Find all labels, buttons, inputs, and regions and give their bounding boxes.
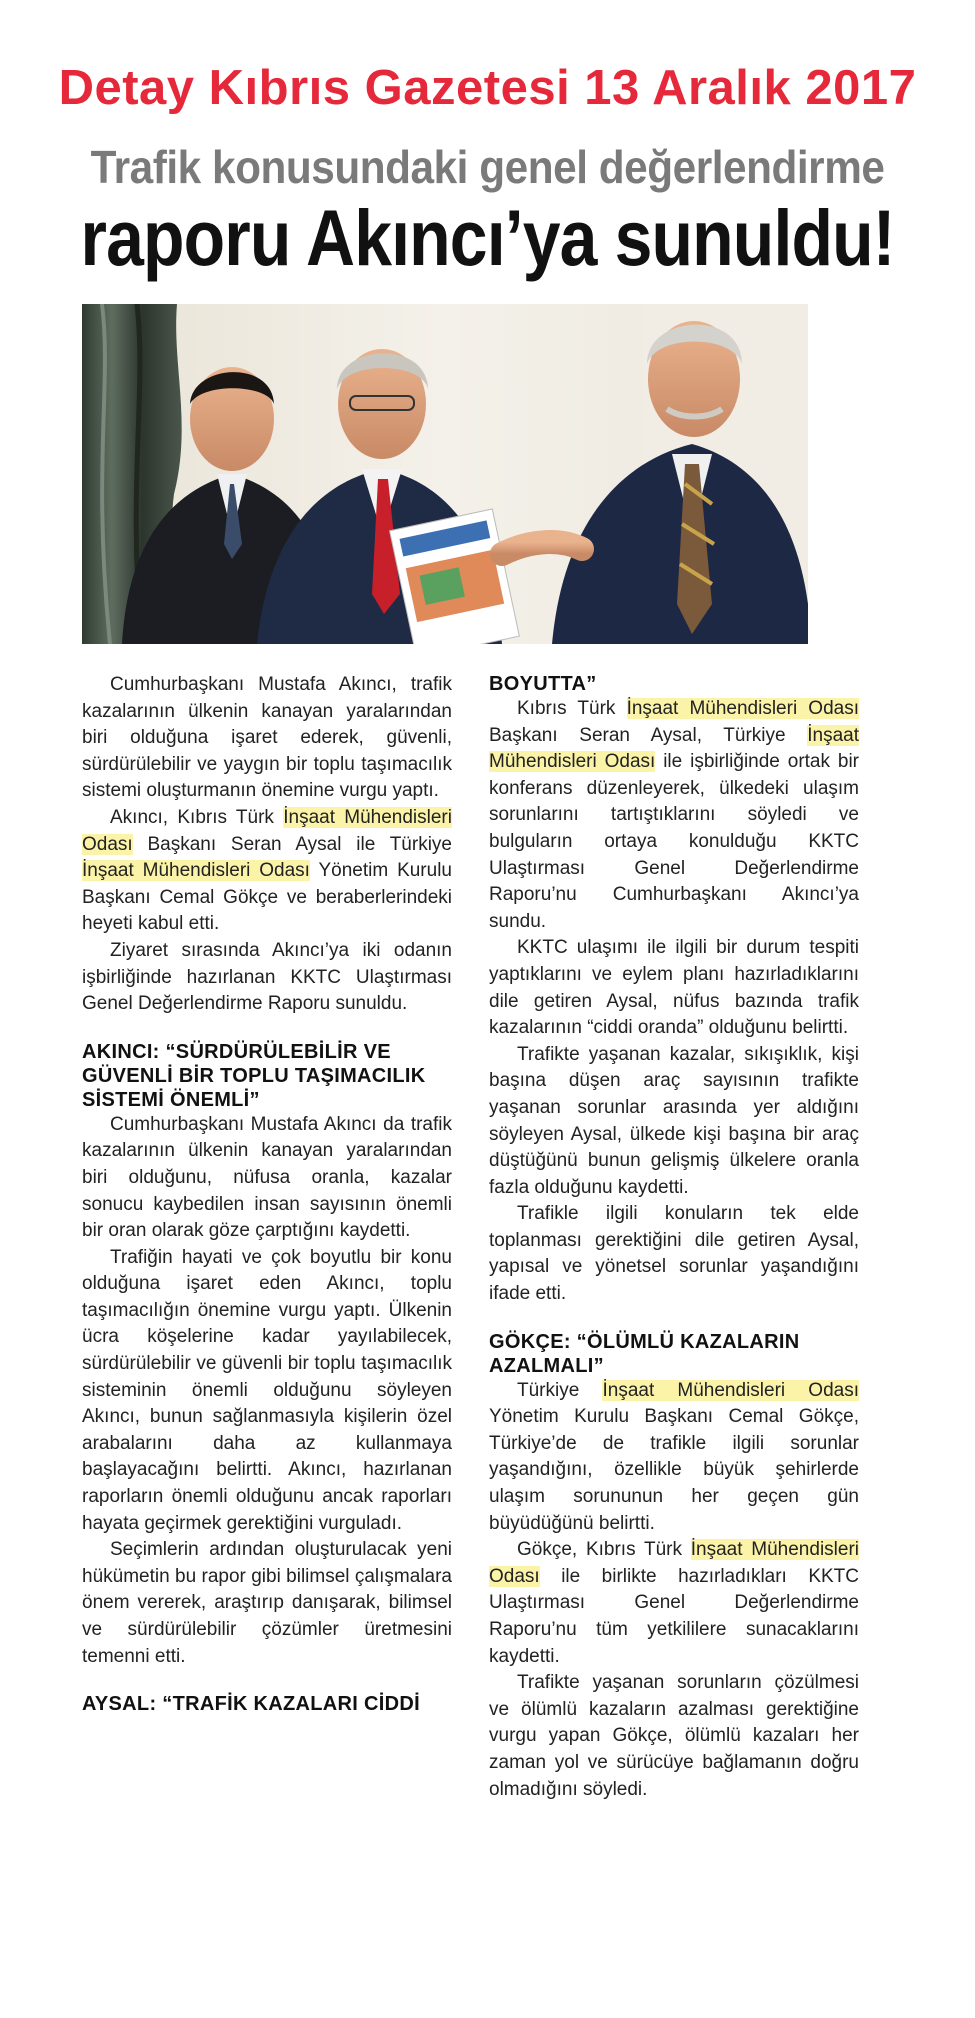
- paragraph: Trafiğin hayati ve çok boyutlu bir konu olduğuna işaret eden Akıncı, toplu taşımacılığın önemine vurgu yaptı. Ülkenin ücra köşelerine kadar yayılabilecek, sürdürülebilir ve güvenli bir toplu taşımacılık sisteminin önemli olduğunu söyleyen Akıncı, bunun sağlanmasıyla kişilerin özel arabalarını daha az kullanmaya başlayacağını belirtti. Akıncı, hazırlanan raporların önemli olduğunu ancak raporları hayata geçirmek gerektiğini vurguladı.: [82, 1246, 452, 1534]
- paragraph: Türkiye İnşaat Mühendisleri Odası Yönetim Kurulu Başkanı Cemal Gökçe, Türkiye’de de trafikle ilgili sorunlar yaşandığını, özellikle büyük şehirlerde ulaşım sorununun her geçen gün büyüdüğünü belirtti.: [489, 1379, 859, 1534]
- highlighted-text: İnşaat Mühendisleri Odası: [489, 724, 859, 773]
- highlighted-text: İnşaat Mühendisleri Odası: [626, 698, 859, 719]
- subheading: AKINCI: “SÜRDÜRÜLEBİLİR VE GÜVENLİ BİR TOPLU TAŞIMACILIK SİSTEMİ ÖNEMLİ”: [82, 1040, 426, 1111]
- paragraph: Trafikte yaşanan sorunların çözülmesi ve ölümlü kazaların azalması gerektiğine vurgu yapan Gökçe, ölümlü kazaları her zaman yol ve sürücüye bağlamanın doğru olmadığını söyledi.: [489, 1672, 859, 1800]
- paragraph: Kıbrıs Türk İnşaat Mühendisleri Odası Başkanı Seran Aysal, Türkiye İnşaat Mühendisleri Odası ile işbirliğinde ortak bir konferans düzenleyerek, ülkedeki ulaşım sorunlarını tartıştıklarını söyledi ve bulguların ortaya konulduğu KKTC Ulaştırması Genel Değerlendirme Raporu’nu Cumhurbaşkanı Akıncı’ya sundu.: [489, 698, 859, 932]
- paragraph: Cumhurbaşkanı Mustafa Akıncı, trafik kazalarının ülkenin kanayan yaralarından biri olduğuna işaret ederek, güvenli, sürdürülebilir ve yaygın bir toplu taşımacılık sistemi oluşturmanın önemine vurgu yaptı.: [82, 674, 452, 802]
- paragraph: Trafikle ilgili konuların tek elde toplanması gerektiğini dile getiren Aysal, yapısal ve yönetsel sorunlar yaşandığını ifade etti.: [489, 1203, 859, 1305]
- paragraph: Trafikte yaşanan kazalar, sıkışıklık, kişi başına düşen araç sayısının trafikte yaşanan sorunlar arasında yer aldığını söyleyen Aysal, ülkede kişi başına bir araç düştüğünü bunun gelişmiş ülkelere oranla fazla olduğunu kaydetti.: [489, 1043, 859, 1198]
- paragraph: KKTC ulaşımı ile ilgili bir durum tespiti yaptıklarını ve eylem planı hazırladıklarını dile getiren Aysal, nüfus bazında trafik kazalarının “ciddi oranda” olduğunu belirtti.: [489, 937, 859, 1039]
- highlighted-text: İnşaat Mühendisleri Odası: [602, 1379, 859, 1401]
- highlighted-text: İnşaat Mühendisleri Odası: [489, 1539, 860, 1587]
- article-column-left: [82, 672, 452, 1716]
- subheading: AYSAL: “TRAFİK KAZALARI CİDDİ: [82, 1693, 420, 1716]
- paragraph: Seçimlerin ardından oluşturulacak yeni hükümetin bu rapor gibi bilimsel çalışmalara önem vererek, araştırıp danışarak, bilimsel ve sürdürülebilir çözümler üretmesini temenni etti.: [82, 1539, 452, 1667]
- paragraph: Gökçe, Kıbrıs Türk İnşaat Mühendisleri Odası ile birlikte hazırladıkları KKTC Ulaştırması Genel Değerlendirme Raporu’nu tüm yetkililere sunacaklarını kaydetti.: [489, 1539, 860, 1667]
- subheading: GÖKÇE: “ÖLÜMLÜ KAZALARIN AZALMALI”: [489, 1330, 800, 1377]
- article-photo: [82, 304, 808, 644]
- newspaper-source-title: Detay Kıbrıs Gazetesi 13 Aralık 2017: [58, 61, 917, 115]
- subheading-continued: BOYUTTA”: [489, 673, 597, 695]
- highlighted-text: İnşaat Mühendisleri Odası: [82, 860, 310, 882]
- paragraph: Cumhurbaşkanı Mustafa Akıncı da trafik kazalarının ülkenin kanayan yaralarından biri olduğunu, nüfusa oranla, kazalar sonucu kaybedilen insan sayısının önemli bir oran olarak göze çarptığını kaydetti.: [82, 1113, 452, 1242]
- paragraph: Ziyaret sırasında Akıncı’ya iki odanın işbirliğinde hazırlanan KKTC Ulaştırması Genel Değerlendirme Raporu sunuldu.: [82, 939, 452, 1015]
- headline: raporu Akıncı’ya sunuldu!: [80, 193, 895, 282]
- paragraph: Akıncı, Kıbrıs Türk İnşaat Mühendisleri Odası Başkanı Seran Aysal ile Türkiye İnşaat Mühendisleri Odası Yönetim Kurulu Başkanı Cemal Gökçe ve beraberlerindeki heyeti kabul etti.: [82, 806, 452, 935]
- article-column-right: [489, 672, 859, 1803]
- highlighted-text: İnşaat Mühendisleri Odası: [82, 806, 452, 855]
- headline-kicker: Trafik konusundaki genel değerlendirme: [90, 141, 885, 193]
